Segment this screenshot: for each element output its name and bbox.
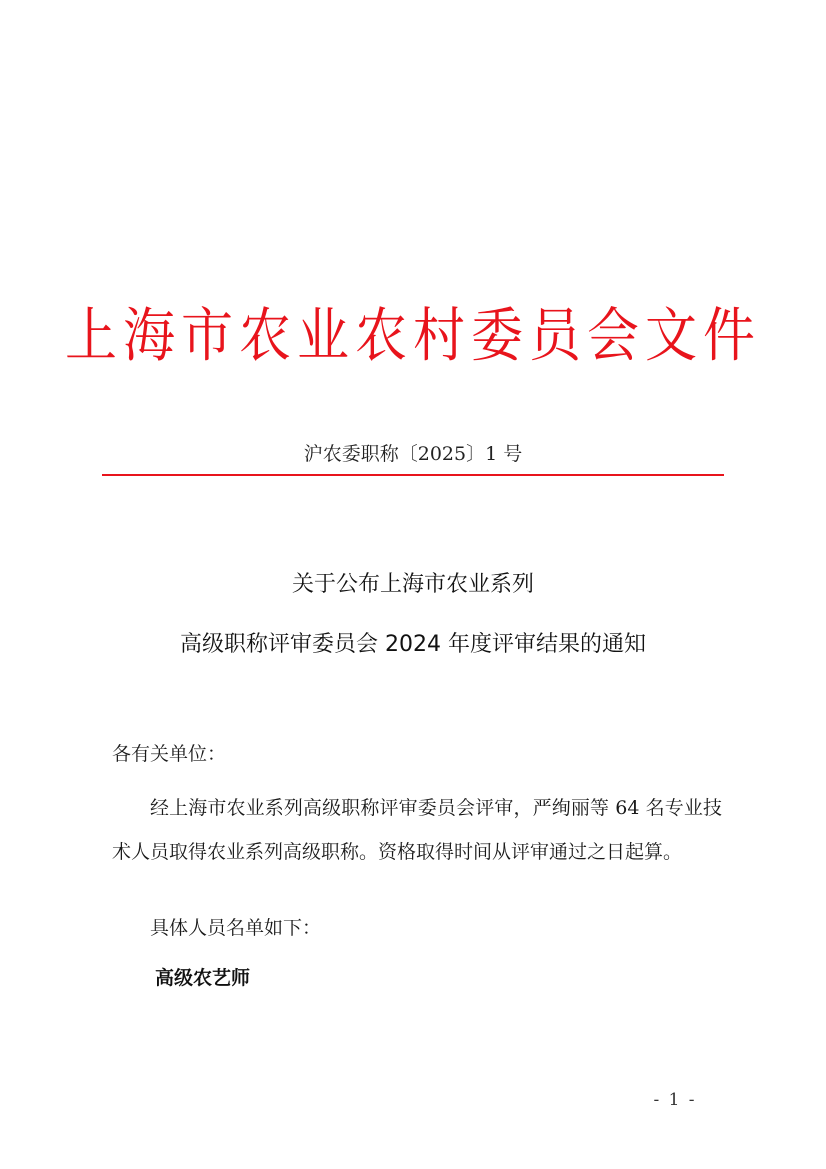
section-heading: 高级农艺师 <box>155 967 251 989</box>
body-paragraph-2: 具体人员名单如下： <box>150 917 322 939</box>
document-number: 沪农委职称〔2025〕1 号 <box>303 443 523 465</box>
page-number: - 1 - <box>653 1090 697 1110</box>
salutation: 各有关单位： <box>112 743 227 765</box>
red-divider <box>102 474 724 476</box>
body-paragraph-1: 经上海市农业系列高级职称评审委员会评审，严绚丽等 64 名专业技术人员取得农业系列高级职称。资格取得时间从评审通过之日起算。 <box>112 797 722 863</box>
document-title-line-1: 关于公布上海市农业系列 <box>291 572 534 597</box>
issuer-header: 上海市农业农村委员会文件 <box>64 302 761 370</box>
document-title-line-2: 高级职称评审委员会 2024 年度评审结果的通知 <box>180 632 646 657</box>
